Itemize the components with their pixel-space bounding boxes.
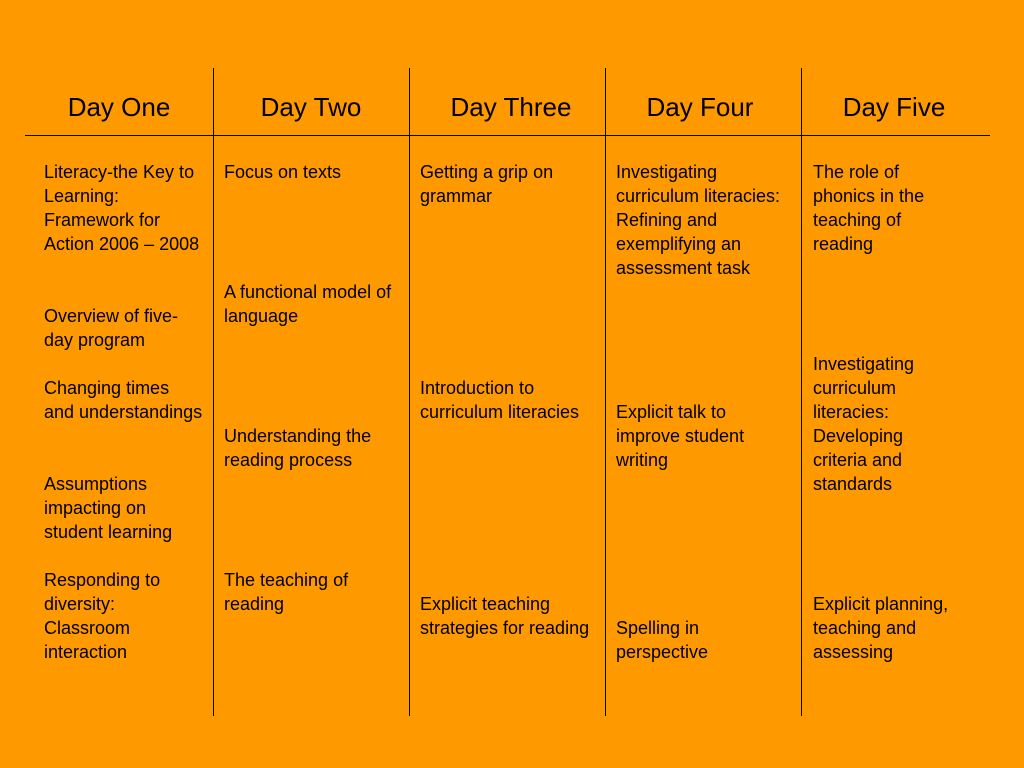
day-one-item: Literacy-the Key to Learning: Framework for Action 2006 – 2008 xyxy=(44,162,200,254)
day-one-item: Responding to diversity: Classroom interaction xyxy=(44,570,161,662)
day-three-item: Getting a grip on grammar xyxy=(420,162,554,206)
day-five-item: Investigating curriculum literacies: Developing criteria and standards xyxy=(813,354,915,494)
day-one-item: Assumptions impacting on student learning xyxy=(44,474,173,542)
day-four-item: Investigating curriculum literacies: Refining and exemplifying an assessment task xyxy=(616,162,781,278)
header-day-one: Day One xyxy=(67,92,171,122)
column-divider-3 xyxy=(605,68,606,716)
column-divider-1 xyxy=(213,68,214,716)
header-day-four: Day Four xyxy=(646,92,754,122)
header-day-two: Day Two xyxy=(260,92,362,122)
header-divider xyxy=(25,135,990,136)
header-day-five: Day Five xyxy=(842,92,946,122)
day-four-item: Spelling in perspective xyxy=(616,618,709,662)
day-two-item: The teaching of reading xyxy=(224,570,349,614)
column-divider-2 xyxy=(409,68,410,716)
day-five-item: Explicit planning, teaching and assessing xyxy=(813,594,949,662)
day-one-item: Overview of five-day program xyxy=(44,306,179,350)
day-two-item: A functional model of language xyxy=(224,282,392,326)
column-divider-4 xyxy=(801,68,802,716)
day-three-item: Explicit teaching strategies for reading xyxy=(420,594,590,638)
day-five-item: The role of phonics in the teaching of reading xyxy=(813,162,925,254)
day-two-item: Understanding the reading process xyxy=(224,426,372,470)
day-one-item: Changing times and understandings xyxy=(44,378,203,422)
header-day-three: Day Three xyxy=(450,92,572,122)
day-four-item: Explicit talk to improve student writing xyxy=(616,402,745,470)
day-three-item: Introduction to curriculum literacies xyxy=(420,378,580,422)
day-two-item: Focus on texts xyxy=(224,162,342,182)
